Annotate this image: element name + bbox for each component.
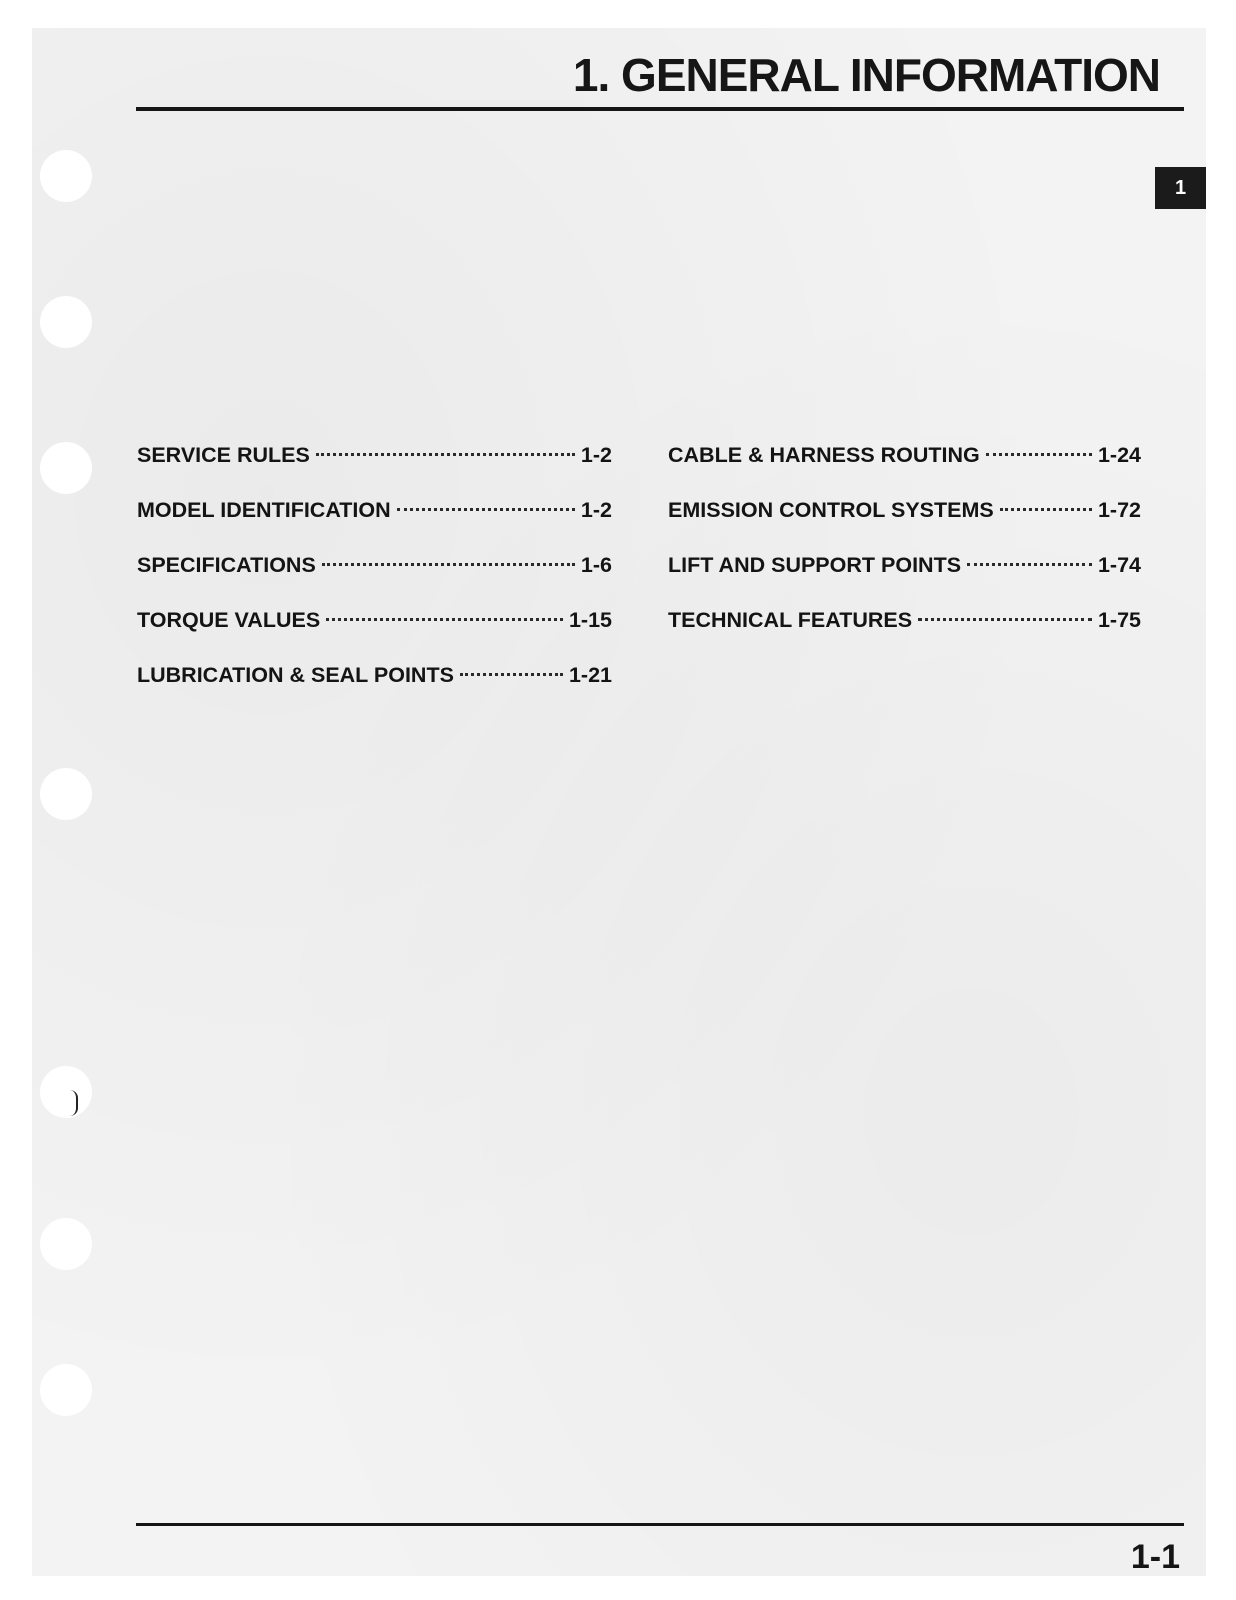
binder-hole <box>40 296 92 348</box>
footer-rule <box>136 1523 1184 1526</box>
binder-hole <box>40 150 92 202</box>
toc-entry-label: TORQUE VALUES <box>137 608 321 632</box>
toc-entry-label: TECHNICAL FEATURES <box>668 608 913 632</box>
toc-entry-label: CABLE & HARNESS ROUTING <box>668 443 980 467</box>
toc-entry-page: 1-15 <box>568 608 612 632</box>
toc-entry-page: 1-74 <box>1097 553 1141 577</box>
binder-hole <box>40 1066 92 1118</box>
chapter-title: 1. GENERAL INFORMATION <box>572 49 1160 101</box>
header-rule <box>136 107 1184 111</box>
binder-hole <box>40 1218 92 1270</box>
dot-leader <box>1000 508 1092 511</box>
dot-leader <box>986 453 1092 456</box>
toc-entry-page: 1-72 <box>1097 498 1141 522</box>
page-number: 1-1 <box>1130 1538 1180 1576</box>
binder-hole <box>40 768 92 820</box>
dot-leader <box>316 453 575 456</box>
toc-entry-page: 1-24 <box>1097 443 1141 467</box>
toc-entry-label: SPECIFICATIONS <box>137 553 316 577</box>
toc-entry-page: 1-2 <box>580 498 612 522</box>
toc-entry-cable-harness-routing[interactable] <box>668 443 1141 473</box>
toc-entry-page: 1-21 <box>568 663 612 687</box>
dot-leader <box>460 673 563 676</box>
dot-leader <box>326 618 563 621</box>
dot-leader <box>918 618 1092 621</box>
toc-entry-emission-control-systems[interactable] <box>668 498 1141 528</box>
chapter-tab[interactable] <box>1155 167 1206 209</box>
scan-mark <box>70 1090 78 1116</box>
toc-entry-technical-features[interactable] <box>668 608 1141 638</box>
toc-entry-label: MODEL IDENTIFICATION <box>137 498 391 522</box>
toc-entry-label: EMISSION CONTROL SYSTEMS <box>668 498 994 522</box>
toc-entry-torque-values[interactable] <box>137 608 612 638</box>
toc-entry-label: LIFT AND SUPPORT POINTS <box>668 553 962 577</box>
toc-entry-label: SERVICE RULES <box>137 443 310 467</box>
toc-entry-lift-support-points[interactable] <box>668 553 1141 583</box>
toc-entry-specifications[interactable] <box>137 553 612 583</box>
toc-entry-lubrication-seal-points[interactable] <box>137 663 612 693</box>
toc-entry-service-rules[interactable] <box>137 443 612 473</box>
toc-entry-label: LUBRICATION & SEAL POINTS <box>137 663 454 687</box>
chapter-tab-label: 1 <box>1174 176 1187 199</box>
toc-entry-page: 1-2 <box>580 443 612 467</box>
binder-hole <box>40 1364 92 1416</box>
binder-hole <box>40 442 92 494</box>
dot-leader <box>322 563 575 566</box>
manual-page <box>32 28 1206 1576</box>
toc-entry-page: 1-6 <box>580 553 612 577</box>
dot-leader <box>397 508 575 511</box>
toc-entry-page: 1-75 <box>1097 608 1141 632</box>
dot-leader <box>967 563 1092 566</box>
toc-entry-model-identification[interactable] <box>137 498 612 528</box>
